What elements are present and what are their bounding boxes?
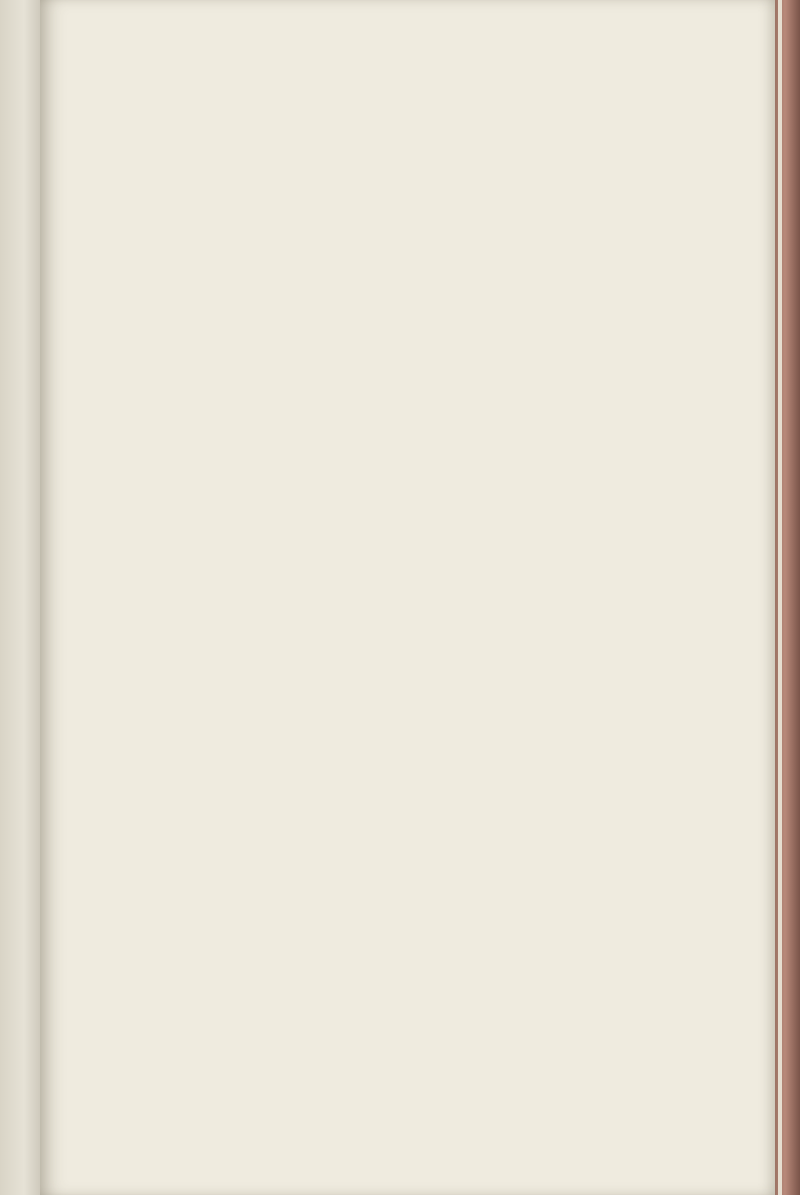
left-page-edge (0, 0, 40, 1195)
left-page-fragment-line (20, 150, 36, 1110)
left-page-fragment-line (2, 150, 18, 1110)
bottom-text-block (87, 632, 757, 1067)
top-text-block (113, 190, 753, 620)
page-edge (778, 0, 782, 1195)
